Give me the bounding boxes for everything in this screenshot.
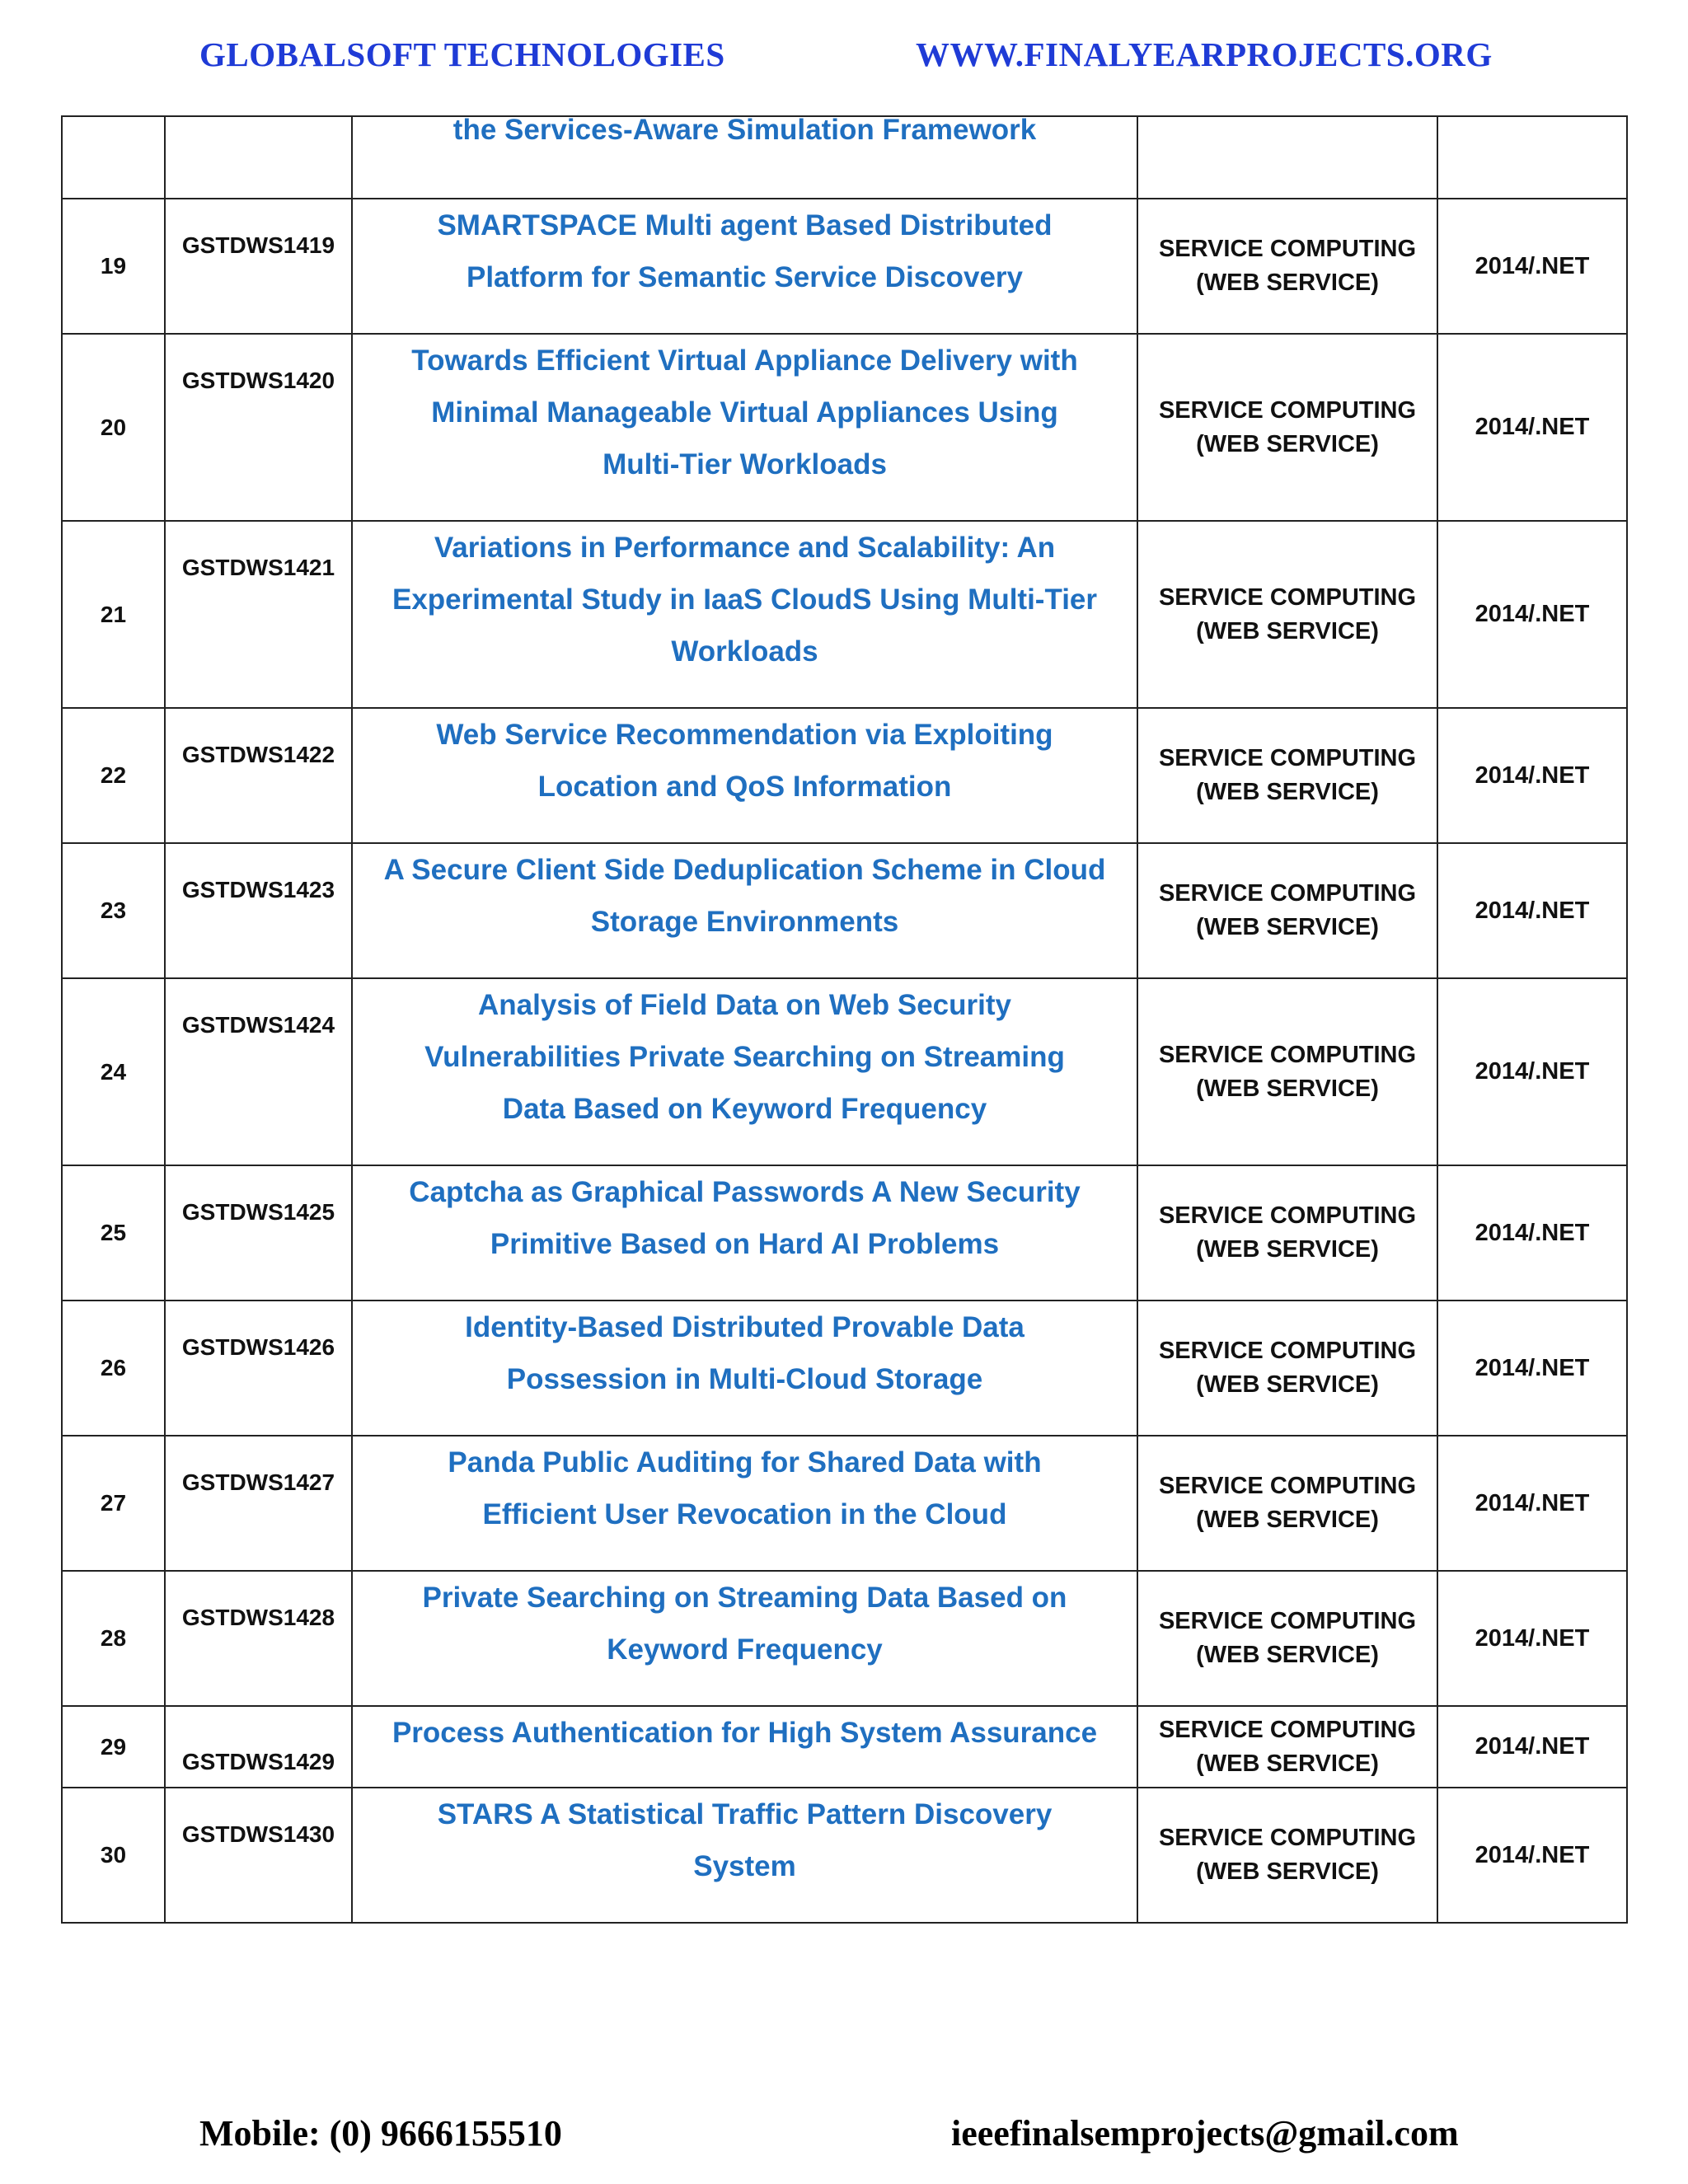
title-cell — [352, 978, 1137, 1165]
domain-line: (WEB SERVICE) — [1196, 1236, 1379, 1263]
domain-line: (WEB SERVICE) — [1196, 1075, 1379, 1102]
domain-cell — [1137, 1301, 1437, 1436]
domain-line: SERVICE COMPUTING — [1158, 1608, 1417, 1634]
code-cell: GSTDWS1423 — [165, 843, 352, 978]
domain-cell — [1137, 199, 1437, 334]
sno-cell: 29 — [62, 1706, 165, 1788]
sno-cell: 22 — [62, 708, 165, 843]
code-cell: GSTDWS1430 — [165, 1788, 352, 1923]
domain-line: (WEB SERVICE) — [1196, 1642, 1379, 1668]
domain-line: SERVICE COMPUTING — [1158, 745, 1417, 771]
domain-cell — [1137, 116, 1437, 199]
title-cell — [352, 1788, 1137, 1923]
code-cell — [165, 116, 352, 199]
domain-line: (WEB SERVICE) — [1196, 1750, 1379, 1777]
sno-cell: 30 — [62, 1788, 165, 1923]
table-row — [62, 1706, 1627, 1788]
title-line: the Services-Aware Simulation Framework — [452, 114, 1037, 146]
title-line: Storage Environments — [590, 906, 899, 938]
title-line: Workloads — [671, 635, 818, 668]
domain-line: SERVICE COMPUTING — [1158, 880, 1417, 907]
title-line: Efficient User Revocation in the Cloud — [482, 1498, 1007, 1530]
year-cell — [1437, 116, 1627, 199]
domain-cell — [1137, 843, 1437, 978]
table-row — [62, 199, 1627, 334]
year-cell: 2014/.NET — [1437, 708, 1627, 843]
domain-cell — [1137, 1571, 1437, 1706]
title-line: A Secure Client Side Deduplication Scheme in Cloud — [383, 854, 1106, 886]
domain-cell — [1137, 978, 1437, 1165]
title-line: Platform for Semantic Service Discovery — [466, 261, 1023, 293]
table-row-continued — [62, 116, 1627, 199]
domain-cell — [1137, 708, 1437, 843]
title-line: Experimental Study in IaaS CloudS Using Multi-Tier — [392, 583, 1098, 616]
title-line: Possession in Multi-Cloud Storage — [506, 1363, 983, 1395]
title-cell — [352, 199, 1137, 334]
title-cell — [352, 116, 1137, 199]
domain-line: (WEB SERVICE) — [1196, 269, 1379, 296]
year-cell: 2014/.NET — [1437, 843, 1627, 978]
sno-cell: 24 — [62, 978, 165, 1165]
title-line: Captcha as Graphical Passwords A New Security — [409, 1176, 1081, 1208]
footer-mobile: Mobile: (0) 9666155510 — [199, 2113, 562, 2154]
code-cell: GSTDWS1428 — [165, 1571, 352, 1706]
table-row — [62, 521, 1627, 708]
domain-cell — [1137, 1788, 1437, 1923]
title-line: Panda Public Auditing for Shared Data with — [448, 1446, 1042, 1479]
domain-line: (WEB SERVICE) — [1196, 430, 1379, 457]
table-row — [62, 1436, 1627, 1571]
year-cell: 2014/.NET — [1437, 1301, 1627, 1436]
title-cell — [352, 1165, 1137, 1301]
code-cell: GSTDWS1427 — [165, 1436, 352, 1571]
title-line: Process Authentication for High System Assurance — [392, 1717, 1098, 1749]
sno-cell: 25 — [62, 1165, 165, 1301]
domain-line: SERVICE COMPUTING — [1158, 1825, 1417, 1851]
code-cell: GSTDWS1420 — [165, 334, 352, 521]
year-cell: 2014/.NET — [1437, 1436, 1627, 1571]
table-row — [62, 708, 1627, 843]
title-line: Variations in Performance and Scalability: An — [434, 532, 1056, 564]
title-line: Private Searching on Streaming Data Based on — [422, 1582, 1067, 1614]
domain-line: (WEB SERVICE) — [1196, 1858, 1379, 1885]
title-line: Analysis of Field Data on Web Security — [477, 989, 1011, 1021]
domain-line: (WEB SERVICE) — [1196, 779, 1379, 805]
sno-cell — [62, 116, 165, 199]
sno-cell: 21 — [62, 521, 165, 708]
title-line: Multi-Tier Workloads — [603, 448, 887, 480]
domain-cell — [1137, 1436, 1437, 1571]
code-cell: GSTDWS1429 — [165, 1706, 352, 1788]
table-row — [62, 843, 1627, 978]
project-table — [61, 115, 1628, 1924]
table-row — [62, 1571, 1627, 1706]
domain-line: SERVICE COMPUTING — [1158, 396, 1417, 424]
website-url: WWW.FINALYEARPROJECTS.ORG — [916, 35, 1493, 73]
domain-line: (WEB SERVICE) — [1196, 617, 1379, 644]
table-row — [62, 1301, 1627, 1436]
title-line: Identity-Based Distributed Provable Data — [465, 1311, 1025, 1343]
domain-cell — [1137, 1706, 1437, 1788]
title-line: Vulnerabilities Private Searching on Streaming — [424, 1041, 1065, 1073]
title-line: Web Service Recommendation via Exploiting — [436, 719, 1053, 751]
title-line: SMARTSPACE Multi agent Based Distributed — [437, 209, 1053, 241]
domain-line: (WEB SERVICE) — [1196, 1507, 1379, 1533]
title-cell — [352, 1571, 1137, 1706]
domain-line: (WEB SERVICE) — [1196, 1371, 1379, 1398]
title-line: System — [693, 1850, 796, 1882]
sno-cell: 28 — [62, 1571, 165, 1706]
domain-line: SERVICE COMPUTING — [1158, 1338, 1417, 1364]
year-cell: 2014/.NET — [1437, 521, 1627, 708]
table-row — [62, 334, 1627, 521]
domain-line: SERVICE COMPUTING — [1158, 236, 1417, 262]
domain-line: SERVICE COMPUTING — [1158, 1202, 1417, 1229]
sno-cell: 19 — [62, 199, 165, 334]
title-line: Minimal Manageable Virtual Appliances Using — [431, 396, 1058, 429]
title-line: Data Based on Keyword Frequency — [502, 1093, 987, 1125]
year-cell: 2014/.NET — [1437, 334, 1627, 521]
domain-line: SERVICE COMPUTING — [1158, 1716, 1417, 1743]
code-cell: GSTDWS1425 — [165, 1165, 352, 1301]
year-cell: 2014/.NET — [1437, 199, 1627, 334]
sno-cell: 20 — [62, 334, 165, 521]
sno-cell: 26 — [62, 1301, 165, 1436]
sno-cell: 27 — [62, 1436, 165, 1571]
company-name: GLOBALSOFT TECHNOLOGIES — [199, 35, 725, 73]
year-cell: 2014/.NET — [1437, 1571, 1627, 1706]
code-cell: GSTDWS1421 — [165, 521, 352, 708]
title-line: STARS A Statistical Traffic Pattern Discovery — [437, 1798, 1053, 1830]
title-cell — [352, 708, 1137, 843]
year-cell: 2014/.NET — [1437, 1788, 1627, 1923]
year-cell: 2014/.NET — [1437, 978, 1627, 1165]
title-cell — [352, 334, 1137, 521]
domain-line: SERVICE COMPUTING — [1158, 1041, 1417, 1068]
title-cell — [352, 1301, 1137, 1436]
domain-line: (WEB SERVICE) — [1196, 914, 1379, 940]
title-cell — [352, 1706, 1137, 1788]
table-row — [62, 1165, 1627, 1301]
year-cell: 2014/.NET — [1437, 1165, 1627, 1301]
code-cell: GSTDWS1419 — [165, 199, 352, 334]
title-line: Location and QoS Information — [537, 771, 952, 803]
title-cell — [352, 843, 1137, 978]
domain-cell — [1137, 334, 1437, 521]
title-cell — [352, 521, 1137, 708]
table-row — [62, 978, 1627, 1165]
table-row — [62, 1788, 1627, 1923]
sno-cell: 23 — [62, 843, 165, 978]
domain-line: SERVICE COMPUTING — [1158, 1473, 1417, 1499]
title-line: Towards Efficient Virtual Appliance Delivery with — [411, 344, 1078, 377]
domain-line: SERVICE COMPUTING — [1158, 583, 1417, 611]
title-line: Keyword Frequency — [607, 1633, 883, 1666]
domain-cell — [1137, 1165, 1437, 1301]
domain-cell — [1137, 521, 1437, 708]
footer-email: ieeefinalsemprojects@gmail.com — [951, 2113, 1459, 2154]
year-cell: 2014/.NET — [1437, 1706, 1627, 1788]
title-line: Primitive Based on Hard AI Problems — [490, 1228, 1000, 1260]
title-cell — [352, 1436, 1137, 1571]
code-cell: GSTDWS1426 — [165, 1301, 352, 1436]
code-cell: GSTDWS1424 — [165, 978, 352, 1165]
code-cell: GSTDWS1422 — [165, 708, 352, 843]
